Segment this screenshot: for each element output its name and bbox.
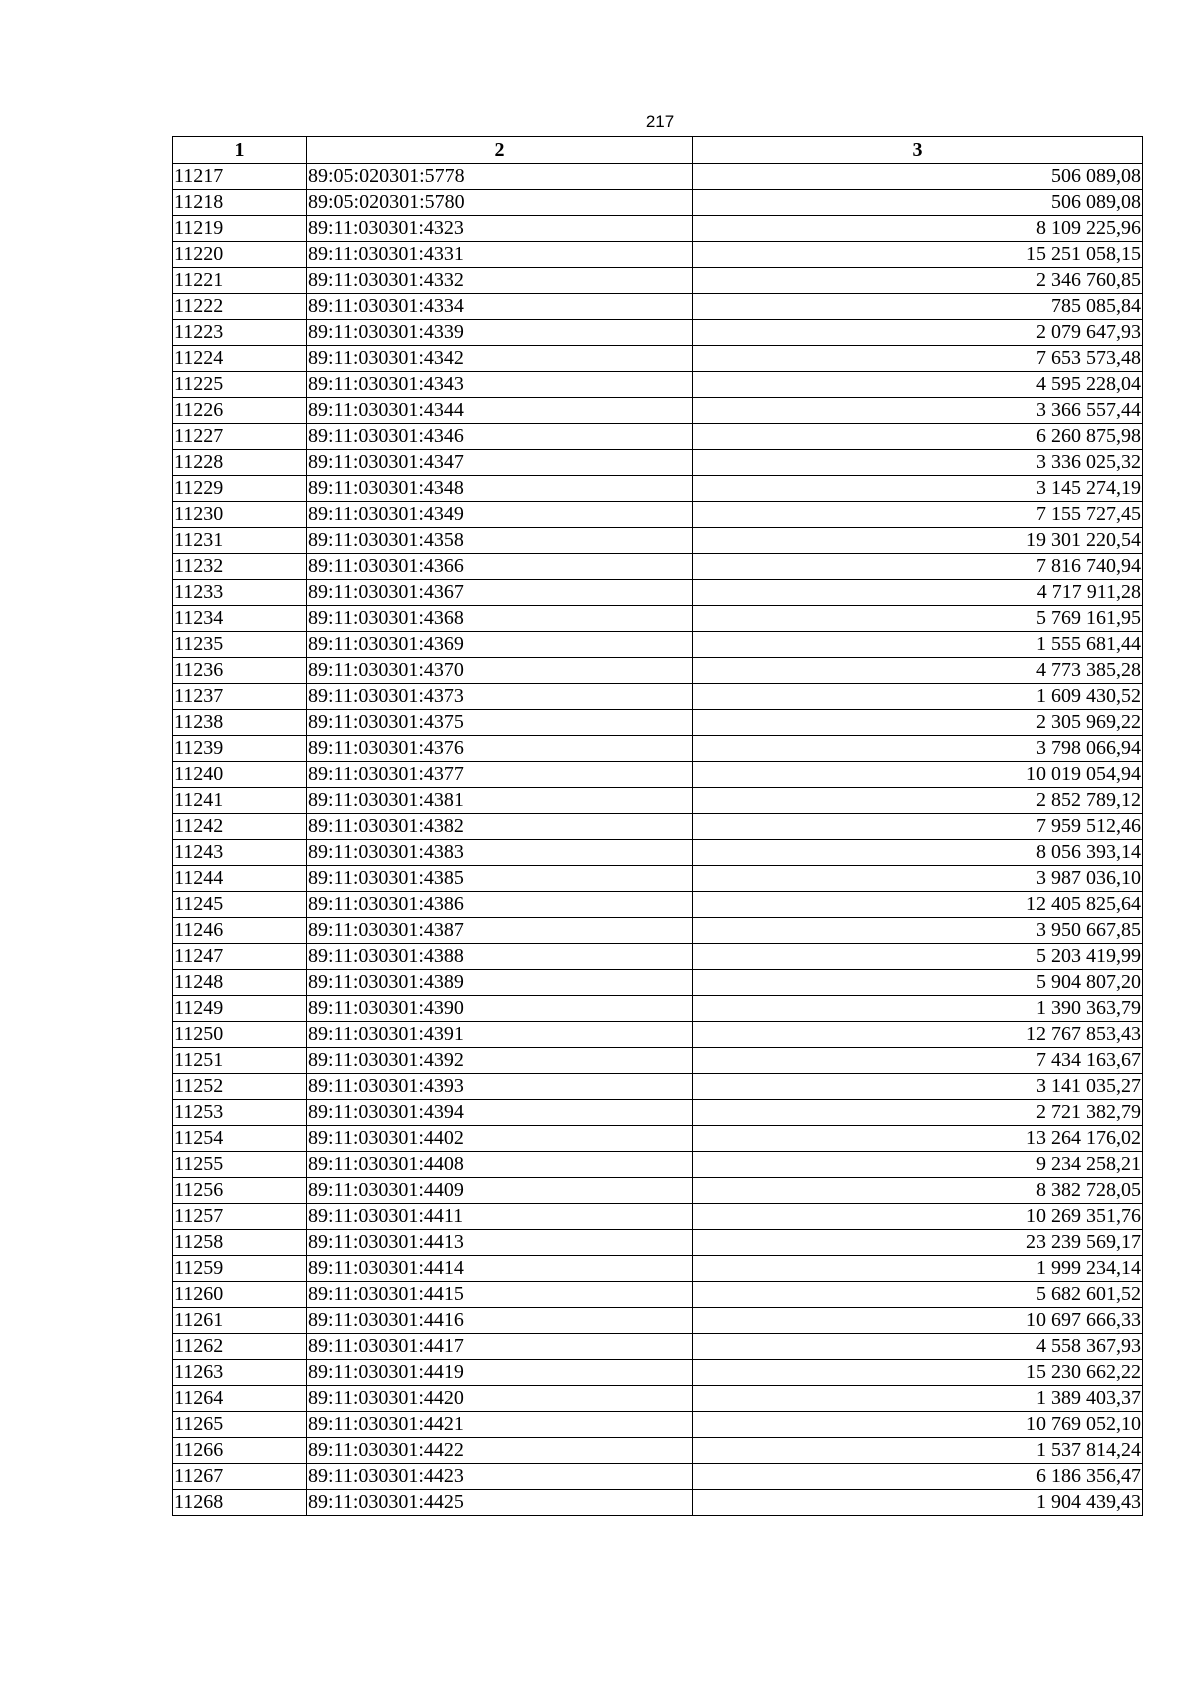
row-number-cell: 11265 (173, 1412, 307, 1438)
table-row (173, 606, 1143, 632)
table-row (173, 1178, 1143, 1204)
row-number-cell: 11223 (173, 320, 307, 346)
cadastral-number-cell: 89:11:030301:4368 (307, 606, 693, 632)
row-number-cell: 11237 (173, 684, 307, 710)
value-cell: 1 999 234,14 (693, 1256, 1143, 1282)
row-number-cell: 11220 (173, 242, 307, 268)
value-cell: 15 230 662,22 (693, 1360, 1143, 1386)
cadastral-number-cell: 89:11:030301:4323 (307, 216, 693, 242)
row-number-cell: 11225 (173, 372, 307, 398)
value-cell: 1 904 439,43 (693, 1490, 1143, 1516)
value-cell: 4 717 911,28 (693, 580, 1143, 606)
cadastral-number-cell: 89:05:020301:5780 (307, 190, 693, 216)
table-row (173, 762, 1143, 788)
row-number-cell: 11264 (173, 1386, 307, 1412)
table-row (173, 1308, 1143, 1334)
value-cell: 4 595 228,04 (693, 372, 1143, 398)
row-number-cell: 11267 (173, 1464, 307, 1490)
row-number-cell: 11235 (173, 632, 307, 658)
cadastral-number-cell: 89:11:030301:4358 (307, 528, 693, 554)
table-row (173, 164, 1143, 190)
value-cell: 7 434 163,67 (693, 1048, 1143, 1074)
value-cell: 19 301 220,54 (693, 528, 1143, 554)
table-row (173, 190, 1143, 216)
table-row (173, 684, 1143, 710)
table-row (173, 1230, 1143, 1256)
row-number-cell: 11248 (173, 970, 307, 996)
table-row (173, 294, 1143, 320)
row-number-cell: 11260 (173, 1282, 307, 1308)
table-header (173, 137, 1143, 164)
value-cell: 785 085,84 (693, 294, 1143, 320)
cadastral-number-cell: 89:11:030301:4373 (307, 684, 693, 710)
value-cell: 10 769 052,10 (693, 1412, 1143, 1438)
table-row (173, 1490, 1143, 1516)
value-cell: 8 382 728,05 (693, 1178, 1143, 1204)
row-number-cell: 11251 (173, 1048, 307, 1074)
cadastral-number-cell: 89:11:030301:4420 (307, 1386, 693, 1412)
cadastral-number-cell: 89:11:030301:4415 (307, 1282, 693, 1308)
table-row (173, 1412, 1143, 1438)
cadastral-number-cell: 89:11:030301:4331 (307, 242, 693, 268)
table-row (173, 1464, 1143, 1490)
table-row (173, 1282, 1143, 1308)
cadastral-number-cell: 89:11:030301:4377 (307, 762, 693, 788)
cadastral-number-cell: 89:11:030301:4425 (307, 1490, 693, 1516)
value-cell: 7 959 512,46 (693, 814, 1143, 840)
cadastral-number-cell: 89:11:030301:4344 (307, 398, 693, 424)
table-row (173, 788, 1143, 814)
value-cell: 2 346 760,85 (693, 268, 1143, 294)
cadastral-number-cell: 89:11:030301:4419 (307, 1360, 693, 1386)
cadastral-number-cell: 89:11:030301:4369 (307, 632, 693, 658)
row-number-cell: 11224 (173, 346, 307, 372)
value-cell: 3 145 274,19 (693, 476, 1143, 502)
cadastral-number-cell: 89:11:030301:4376 (307, 736, 693, 762)
value-cell: 2 721 382,79 (693, 1100, 1143, 1126)
table-row (173, 840, 1143, 866)
table-row (173, 580, 1143, 606)
row-number-cell: 11266 (173, 1438, 307, 1464)
table-row (173, 1360, 1143, 1386)
value-cell: 10 697 666,33 (693, 1308, 1143, 1334)
table-row (173, 1022, 1143, 1048)
table-row (173, 1334, 1143, 1360)
table-row (173, 658, 1143, 684)
cadastral-number-cell: 89:11:030301:4367 (307, 580, 693, 606)
row-number-cell: 11253 (173, 1100, 307, 1126)
value-cell: 1 555 681,44 (693, 632, 1143, 658)
table-row (173, 450, 1143, 476)
row-number-cell: 11227 (173, 424, 307, 450)
cadastral-number-cell: 89:11:030301:4389 (307, 970, 693, 996)
value-cell: 3 798 066,94 (693, 736, 1143, 762)
cadastral-number-cell: 89:11:030301:4390 (307, 996, 693, 1022)
row-number-cell: 11257 (173, 1204, 307, 1230)
row-number-cell: 11231 (173, 528, 307, 554)
cadastral-number-cell: 89:11:030301:4346 (307, 424, 693, 450)
value-cell: 4 773 385,28 (693, 658, 1143, 684)
value-cell: 10 019 054,94 (693, 762, 1143, 788)
value-cell: 13 264 176,02 (693, 1126, 1143, 1152)
cadastral-number-cell: 89:11:030301:4411 (307, 1204, 693, 1230)
row-number-cell: 11258 (173, 1230, 307, 1256)
row-number-cell: 11252 (173, 1074, 307, 1100)
cadastral-number-cell: 89:11:030301:4366 (307, 554, 693, 580)
cadastral-number-cell: 89:11:030301:4348 (307, 476, 693, 502)
column-header-1: 1 (173, 137, 307, 164)
value-cell: 1 537 814,24 (693, 1438, 1143, 1464)
value-cell: 23 239 569,17 (693, 1230, 1143, 1256)
row-number-cell: 11221 (173, 268, 307, 294)
table-row (173, 528, 1143, 554)
cadastral-number-cell: 89:11:030301:4383 (307, 840, 693, 866)
row-number-cell: 11259 (173, 1256, 307, 1282)
value-cell: 5 769 161,95 (693, 606, 1143, 632)
row-number-cell: 11243 (173, 840, 307, 866)
cadastral-number-cell: 89:11:030301:4375 (307, 710, 693, 736)
data-table (172, 136, 1143, 1516)
table-row (173, 554, 1143, 580)
table-row (173, 866, 1143, 892)
cadastral-number-cell: 89:11:030301:4409 (307, 1178, 693, 1204)
row-number-cell: 11239 (173, 736, 307, 762)
value-cell: 7 653 573,48 (693, 346, 1143, 372)
cadastral-number-cell: 89:11:030301:4342 (307, 346, 693, 372)
value-cell: 3 366 557,44 (693, 398, 1143, 424)
row-number-cell: 11217 (173, 164, 307, 190)
table-row (173, 424, 1143, 450)
value-cell: 506 089,08 (693, 164, 1143, 190)
row-number-cell: 11226 (173, 398, 307, 424)
value-cell: 4 558 367,93 (693, 1334, 1143, 1360)
table-row (173, 970, 1143, 996)
row-number-cell: 11261 (173, 1308, 307, 1334)
row-number-cell: 11245 (173, 892, 307, 918)
value-cell: 8 056 393,14 (693, 840, 1143, 866)
value-cell: 8 109 225,96 (693, 216, 1143, 242)
cadastral-number-cell: 89:11:030301:4392 (307, 1048, 693, 1074)
table-row (173, 1126, 1143, 1152)
value-cell: 2 305 969,22 (693, 710, 1143, 736)
value-cell: 2 079 647,93 (693, 320, 1143, 346)
cadastral-number-cell: 89:11:030301:4332 (307, 268, 693, 294)
cadastral-number-cell: 89:11:030301:4349 (307, 502, 693, 528)
value-cell: 1 609 430,52 (693, 684, 1143, 710)
value-cell: 9 234 258,21 (693, 1152, 1143, 1178)
value-cell: 12 405 825,64 (693, 892, 1143, 918)
row-number-cell: 11233 (173, 580, 307, 606)
row-number-cell: 11250 (173, 1022, 307, 1048)
table-body (173, 164, 1143, 1516)
row-number-cell: 11262 (173, 1334, 307, 1360)
table-row (173, 892, 1143, 918)
table-row (173, 1438, 1143, 1464)
row-number-cell: 11228 (173, 450, 307, 476)
row-number-cell: 11241 (173, 788, 307, 814)
cadastral-number-cell: 89:11:030301:4370 (307, 658, 693, 684)
header-row (173, 137, 1143, 164)
value-cell: 5 682 601,52 (693, 1282, 1143, 1308)
row-number-cell: 11222 (173, 294, 307, 320)
table-row (173, 814, 1143, 840)
cadastral-number-cell: 89:11:030301:4394 (307, 1100, 693, 1126)
table-row (173, 1386, 1143, 1412)
cadastral-number-cell: 89:11:030301:4423 (307, 1464, 693, 1490)
row-number-cell: 11218 (173, 190, 307, 216)
row-number-cell: 11240 (173, 762, 307, 788)
value-cell: 3 950 667,85 (693, 918, 1143, 944)
value-cell: 3 141 035,27 (693, 1074, 1143, 1100)
table-row (173, 372, 1143, 398)
cadastral-number-cell: 89:11:030301:4339 (307, 320, 693, 346)
table-row (173, 1048, 1143, 1074)
cadastral-number-cell: 89:11:030301:4416 (307, 1308, 693, 1334)
table-row (173, 996, 1143, 1022)
value-cell: 7 816 740,94 (693, 554, 1143, 580)
cadastral-number-cell: 89:11:030301:4414 (307, 1256, 693, 1282)
table-row (173, 1152, 1143, 1178)
value-cell: 506 089,08 (693, 190, 1143, 216)
cadastral-number-cell: 89:11:030301:4387 (307, 918, 693, 944)
table-row (173, 632, 1143, 658)
value-cell: 5 203 419,99 (693, 944, 1143, 970)
row-number-cell: 11219 (173, 216, 307, 242)
cadastral-number-cell: 89:05:020301:5778 (307, 164, 693, 190)
table-row (173, 502, 1143, 528)
cadastral-number-cell: 89:11:030301:4334 (307, 294, 693, 320)
row-number-cell: 11230 (173, 502, 307, 528)
value-cell: 15 251 058,15 (693, 242, 1143, 268)
row-number-cell: 11247 (173, 944, 307, 970)
table-row (173, 1256, 1143, 1282)
table-row (173, 918, 1143, 944)
table-row (173, 320, 1143, 346)
table-row (173, 736, 1143, 762)
cadastral-number-cell: 89:11:030301:4381 (307, 788, 693, 814)
table-row (173, 242, 1143, 268)
table-row (173, 346, 1143, 372)
row-number-cell: 11236 (173, 658, 307, 684)
table-row (173, 398, 1143, 424)
cadastral-number-cell: 89:11:030301:4402 (307, 1126, 693, 1152)
table-row (173, 1074, 1143, 1100)
column-header-2: 2 (307, 137, 693, 164)
row-number-cell: 11256 (173, 1178, 307, 1204)
cadastral-number-cell: 89:11:030301:4347 (307, 450, 693, 476)
table-row (173, 216, 1143, 242)
value-cell: 7 155 727,45 (693, 502, 1143, 528)
table-row (173, 268, 1143, 294)
row-number-cell: 11232 (173, 554, 307, 580)
value-cell: 6 260 875,98 (693, 424, 1143, 450)
row-number-cell: 11238 (173, 710, 307, 736)
value-cell: 3 987 036,10 (693, 866, 1143, 892)
cadastral-number-cell: 89:11:030301:4385 (307, 866, 693, 892)
cadastral-number-cell: 89:11:030301:4408 (307, 1152, 693, 1178)
value-cell: 10 269 351,76 (693, 1204, 1143, 1230)
cadastral-number-cell: 89:11:030301:4386 (307, 892, 693, 918)
row-number-cell: 11242 (173, 814, 307, 840)
cadastral-number-cell: 89:11:030301:4382 (307, 814, 693, 840)
row-number-cell: 11263 (173, 1360, 307, 1386)
table-row (173, 1204, 1143, 1230)
table-row (173, 710, 1143, 736)
value-cell: 12 767 853,43 (693, 1022, 1143, 1048)
cadastral-number-cell: 89:11:030301:4393 (307, 1074, 693, 1100)
row-number-cell: 11249 (173, 996, 307, 1022)
row-number-cell: 11255 (173, 1152, 307, 1178)
value-cell: 2 852 789,12 (693, 788, 1143, 814)
table-row (173, 1100, 1143, 1126)
row-number-cell: 11229 (173, 476, 307, 502)
value-cell: 1 390 363,79 (693, 996, 1143, 1022)
table-row (173, 476, 1143, 502)
row-number-cell: 11246 (173, 918, 307, 944)
row-number-cell: 11254 (173, 1126, 307, 1152)
row-number-cell: 11234 (173, 606, 307, 632)
cadastral-number-cell: 89:11:030301:4343 (307, 372, 693, 398)
row-number-cell: 11268 (173, 1490, 307, 1516)
value-cell: 6 186 356,47 (693, 1464, 1143, 1490)
cadastral-number-cell: 89:11:030301:4421 (307, 1412, 693, 1438)
table-row (173, 944, 1143, 970)
column-header-3: 3 (693, 137, 1143, 164)
cadastral-number-cell: 89:11:030301:4391 (307, 1022, 693, 1048)
cadastral-number-cell: 89:11:030301:4417 (307, 1334, 693, 1360)
cadastral-number-cell: 89:11:030301:4422 (307, 1438, 693, 1464)
page-number: 217 (645, 112, 675, 131)
cadastral-number-cell: 89:11:030301:4388 (307, 944, 693, 970)
cadastral-number-cell: 89:11:030301:4413 (307, 1230, 693, 1256)
value-cell: 1 389 403,37 (693, 1386, 1143, 1412)
value-cell: 5 904 807,20 (693, 970, 1143, 996)
value-cell: 3 336 025,32 (693, 450, 1143, 476)
row-number-cell: 11244 (173, 866, 307, 892)
